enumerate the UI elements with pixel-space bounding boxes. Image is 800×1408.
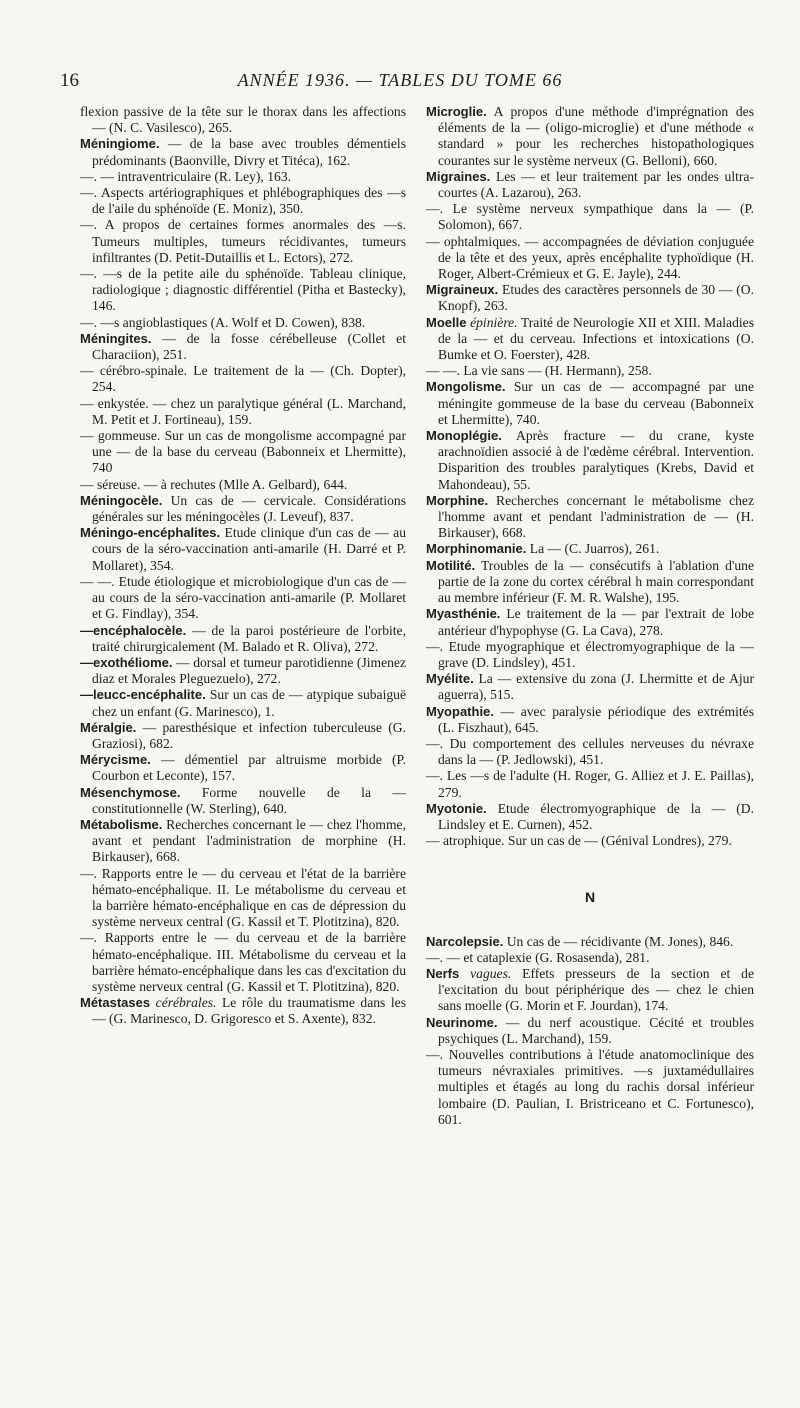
index-entry (80, 785, 406, 817)
page-number: 16 (60, 70, 79, 91)
entry-headword: Métastases (80, 995, 151, 1011)
entry-headword: Méningites. (80, 330, 152, 346)
entry-text: Sur un cas de — atypique subaiguë chez un enfant (G. Marinesco), 1. (92, 687, 406, 719)
entry-headword: Mésenchymose. (80, 784, 181, 800)
entry-headword: Nerfs (426, 965, 460, 981)
index-entry (426, 428, 754, 493)
entry-text: —. — et cataplexie (G. Rosasenda), 281. (426, 949, 650, 965)
left-column (80, 104, 406, 1028)
index-entry (426, 363, 754, 379)
index-entry (80, 720, 406, 752)
entry-headword: Myopathie. (426, 703, 494, 719)
entry-text: —. Nouvelles contributions à l'étude anatomoclinique des tumeurs névraxiales primitives. —s juxtamédullaires multiples et étagés au long du rachis dorsal inférieur lombaire (D. Paulian, I. Bristriceano et C. Fortunesco), 601. (426, 1046, 754, 1127)
index-entry (80, 525, 406, 574)
entry-text: Etudes des caractères personnels de 30 — (O. Knopf), 263. (438, 282, 754, 314)
index-entry (426, 606, 754, 638)
index-entry (80, 493, 406, 525)
entry-headword: Méningo-encéphalites. (80, 525, 221, 541)
index-entry (80, 363, 406, 395)
entry-text: Traité de Neurologie XII et XIII. Maladies de la — et du cerveau. Infections et intoxications (O. Bumke et O. Foerster), 428. (438, 314, 754, 363)
index-entry (80, 217, 406, 266)
index-entry (426, 169, 754, 201)
index-entry (426, 768, 754, 800)
entry-text: — de la fosse cérébelleuse (Collet et Characiion), 251. (92, 330, 406, 363)
index-entry (426, 833, 754, 849)
index-entry (426, 736, 754, 768)
entry-text: —. Rapports entre le — du cerveau et de la barrière hémato-encéphalique. III. Métabolisme du cerveau et la barrière hémato-encéphalique dans les cas d'excitation du système nerveux central (G. Kassil et T. Plotitzina), 820. (80, 930, 406, 994)
entry-text: La — (C. Juarros), 261. (526, 541, 660, 557)
index-entry (80, 185, 406, 217)
entry-headword: Mérycisme. (80, 752, 151, 768)
index-entry (426, 704, 754, 736)
entry-text: — paresthésique et infection tuberculeuse (G. Graziosi), 682. (92, 719, 406, 751)
entry-headword: Monoplégie. (426, 428, 502, 444)
page-header (60, 70, 740, 94)
entry-text: — enkystée. — chez un paralytique général (L. Marchand, M. Petit et J. Fortineau), 159. (80, 395, 406, 427)
entry-text: — avec paralysie périodique des extrémités (L. Fiszhaut), 645. (438, 703, 754, 735)
index-entry (80, 930, 406, 995)
entry-headword: Méralgie. (80, 719, 137, 735)
index-entry (80, 574, 406, 623)
entry-headword: Myélite. (426, 671, 474, 687)
entry-headword: Morphine. (426, 492, 489, 508)
entry-headword: —leucc-encéphalite. (80, 687, 206, 703)
index-entry (80, 995, 406, 1027)
index-entry (426, 541, 754, 557)
entry-text: — dorsal et tumeur parotidienne (Jimenez diaz et Morales Pleguezuelo), 272. (92, 654, 406, 687)
entry-headword: Mongolisme. (426, 379, 506, 395)
index-entry (80, 169, 406, 185)
entry-text: Recherches concernant le métabolisme chez l'homme avant et pendant l'administration de — (H. Birkauser), 668. (438, 492, 754, 541)
entry-text: —. Du comportement des cellules nerveuses du névraxe dans la — (P. Jedlowski), 451. (426, 735, 754, 768)
entry-headword: —exothéliome. (80, 654, 173, 670)
entry-text: — du nerf acoustique. Cécité et troubles psychiques (L. Marchand), 159. (438, 1014, 754, 1046)
index-entry (80, 428, 406, 477)
entries-n (426, 934, 754, 1128)
entry-text: — cérébro-spinale. Le traitement de la — (Ch. Dopter), 254. (80, 363, 406, 395)
entry-text: — séreuse. — à rechutes (Mlle A. Gelbard), 644. (80, 476, 348, 492)
entry-text: Sur un cas de — accompagné par une méningite gommeuse de la base du cerveau (Babonneix et Lhermitte), 740. (438, 379, 754, 427)
entry-text: — atrophique. Sur un cas de — (Génival Londres), 279. (426, 833, 732, 849)
index-entry (426, 801, 754, 833)
entry-text: —. A propos de certaines formes anormales des —s. Tumeurs multiples, tumeurs récidivantes, tumeurs infiltrantes (D. Petit-Dutaillis et L. Ectors), 272. (80, 217, 406, 265)
entries-m (426, 104, 754, 849)
entry-text: La — extensive du zona (J. Lhermitte et de Ajur aguerra), 515. (438, 671, 754, 703)
index-entry (426, 379, 754, 428)
entry-headword: Myotonie. (426, 800, 487, 816)
index-entry (426, 493, 754, 542)
entry-text: — —. Etude étiologique et microbiologique d'un cas de — au cours de la séro-vaccination anti-amarile (P. Mollaret et G. Findlay), 354. (80, 573, 406, 622)
entry-headword: Narcolepsie. (426, 933, 504, 949)
entry-headword: Microglie. (426, 104, 487, 119)
entry-text: — de la base avec troubles démentiels prédominants (Baonville, Divry et Titéca), 162. (92, 136, 406, 168)
entry-text: Forme nouvelle de la — constitutionnelle (W. Sterling), 640. (92, 784, 406, 816)
index-entry (80, 623, 406, 655)
entry-text: — de la paroi postérieure de l'orbite, traité chirurgicalement (M. Balado et R. Oliva), 272. (92, 622, 406, 654)
entry-text: Effets presseurs de la section et de l'excitation du bout périphérique des — chez le chien sans moelle (G. Morin et F. Jourdan), 174. (438, 965, 755, 1014)
entry-text: Etude électromyographique de la — (D. Lindsley et E. Curnen), 452. (438, 800, 754, 832)
index-entry (426, 282, 754, 314)
entry-text: Le rôle du traumatisme dans les — (G. Marinesco, D. Grigoresco et S. Axente), 832. (92, 995, 406, 1027)
index-entry (80, 477, 406, 493)
index-entry (426, 1015, 754, 1047)
index-entry (80, 331, 406, 363)
entry-text: —. Les —s de l'adulte (H. Roger, G. Alliez et J. E. Paillas), 279. (426, 768, 754, 800)
entry-text: Les — et leur traitement par les ondes ultra-courtes (A. Lazarou), 263. (438, 168, 754, 201)
entry-headword: Migraines. (426, 168, 491, 184)
entry-text: —. — intraventriculaire (R. Ley), 163. (80, 168, 292, 184)
entry-headword: Migraineux. (426, 282, 499, 298)
entry-text: Après fracture — du crane, kyste arachnoïdien associé à de l'œdème cérébral. Intervention. Disparition des troubles paralytiques (Krebs, David et Mahondeau), 55. (438, 428, 754, 492)
index-entry (80, 104, 406, 136)
index-entry (80, 752, 406, 784)
entry-text: Troubles de la — consécutifs à l'ablation d'une partie de la zone du cortex cérébral h main correspondant au membre inférieur (F. M. R. Walshe), 195. (438, 557, 754, 606)
index-entry (426, 1047, 754, 1128)
entry-text: — démentiel par altruisme morbide (P. Courbon et Leconte), 157. (92, 752, 406, 784)
index-entry (80, 866, 406, 931)
index-entry (80, 396, 406, 428)
index-entry (426, 104, 754, 169)
index-entry (80, 687, 406, 719)
section-letter-n: N (584, 889, 596, 906)
index-entry (426, 234, 754, 283)
entry-text: —. —s de la petite aile du sphénoïde. Tableau clinique, radiologique ; diagnostic différentiel (Pitha et Bastecky), 146. (80, 266, 406, 314)
index-entry (426, 934, 754, 950)
entry-headword: Myasthénie. (426, 606, 501, 622)
entry-headword: Méningiome. (80, 136, 160, 152)
entry-italic: cérébrales. (150, 995, 217, 1011)
entry-text: Le traitement de la — par l'extrait de lobe antérieur d'hypophyse (G. La Cava), 278. (438, 606, 754, 638)
entry-italic: épinière. (466, 314, 518, 330)
index-entry (426, 315, 754, 364)
entry-headword: —encéphalocèle. (80, 622, 187, 638)
entry-text: — —. La vie sans — (H. Hermann), 258. (426, 363, 652, 379)
entry-text: Un cas de — récidivante (M. Jones), 846. (503, 933, 734, 949)
index-entry (80, 266, 406, 315)
entry-headword: Métabolisme. (80, 816, 163, 832)
entry-text: Recherches concernant le — chez l'homme, avant et pendant l'administration de morphine (H. Birkauser), 668. (92, 816, 406, 865)
entry-headword: Moelle (426, 314, 467, 330)
entry-text: A propos d'une méthode d'imprégnation des éléments de la — (oligo-microglie) et d'une méthode « standard » pour les recherches histopathologiques courantes sur le système nerveux (G. Belloni), 660. (438, 104, 754, 168)
entry-headword: Méningocèle. (80, 492, 163, 508)
entry-text: Un cas de — cervicale. Considérations générales sur les méningocèles (J. Leveuf), 837. (92, 492, 406, 525)
entry-headword: Morphinomanie. (426, 541, 527, 557)
index-entry (426, 639, 754, 671)
index-entry (426, 558, 754, 607)
right-column (426, 104, 754, 1128)
index-entry (426, 201, 754, 233)
index-entry (80, 655, 406, 687)
index-entry (80, 315, 406, 331)
index-entry (426, 671, 754, 703)
index-entry (80, 817, 406, 866)
index-entry (426, 950, 754, 966)
entry-text: —. Aspects artériographiques et phlébographiques des —s de l'aile du sphénoïde (E. Moniz), 350. (80, 185, 406, 217)
entry-italic: vagues. (459, 965, 512, 981)
index-entry (80, 136, 406, 168)
entry-text: — ophtalmiques. — accompagnées de déviation conjuguée de la tête et des yeux, après encéphalite typhoïdique (H. Roger, Albert-Crémieux et G. E. Jayle), 244. (426, 233, 754, 282)
entry-text: —. Rapports entre le — du cerveau et l'état de la barrière hémato-encéphalique. II. Le métabolisme du cerveau et la barrière hémato-encéphalique en cas de dépression du système nerveux central (G. Kassil et T. Plotitzina), 820. (80, 865, 406, 930)
entry-text: —. —s angioblastiques (A. Wolf et D. Cowen), 838. (80, 314, 366, 330)
entry-text: —. Le système nerveux sympathique dans la — (P. Solomon), 667. (426, 201, 754, 233)
entry-text: flexion passive de la tête sur le thorax dans les affections — (N. C. Vasilesco), 265. (80, 104, 406, 136)
entry-text: —. Etude myographique et électromyographique de la — grave (D. Lindsley), 451. (426, 638, 754, 670)
entry-text: — gommeuse. Sur un cas de mongolisme accompagné par une — de la base du cerveau (Babonneix et Lhermitte), 740 (80, 428, 406, 476)
entry-text: Etude clinique d'un cas de — au cours de la séro-vaccination anti-amarile (H. Darré et P. Mollaret), 354. (92, 525, 406, 573)
entry-headword: Neurinome. (426, 1014, 498, 1030)
running-title: ANNÉE 1936. — TABLES DU TOME 66 (237, 70, 563, 90)
entry-headword: Motilité. (426, 557, 476, 573)
index-entry (426, 966, 754, 1015)
